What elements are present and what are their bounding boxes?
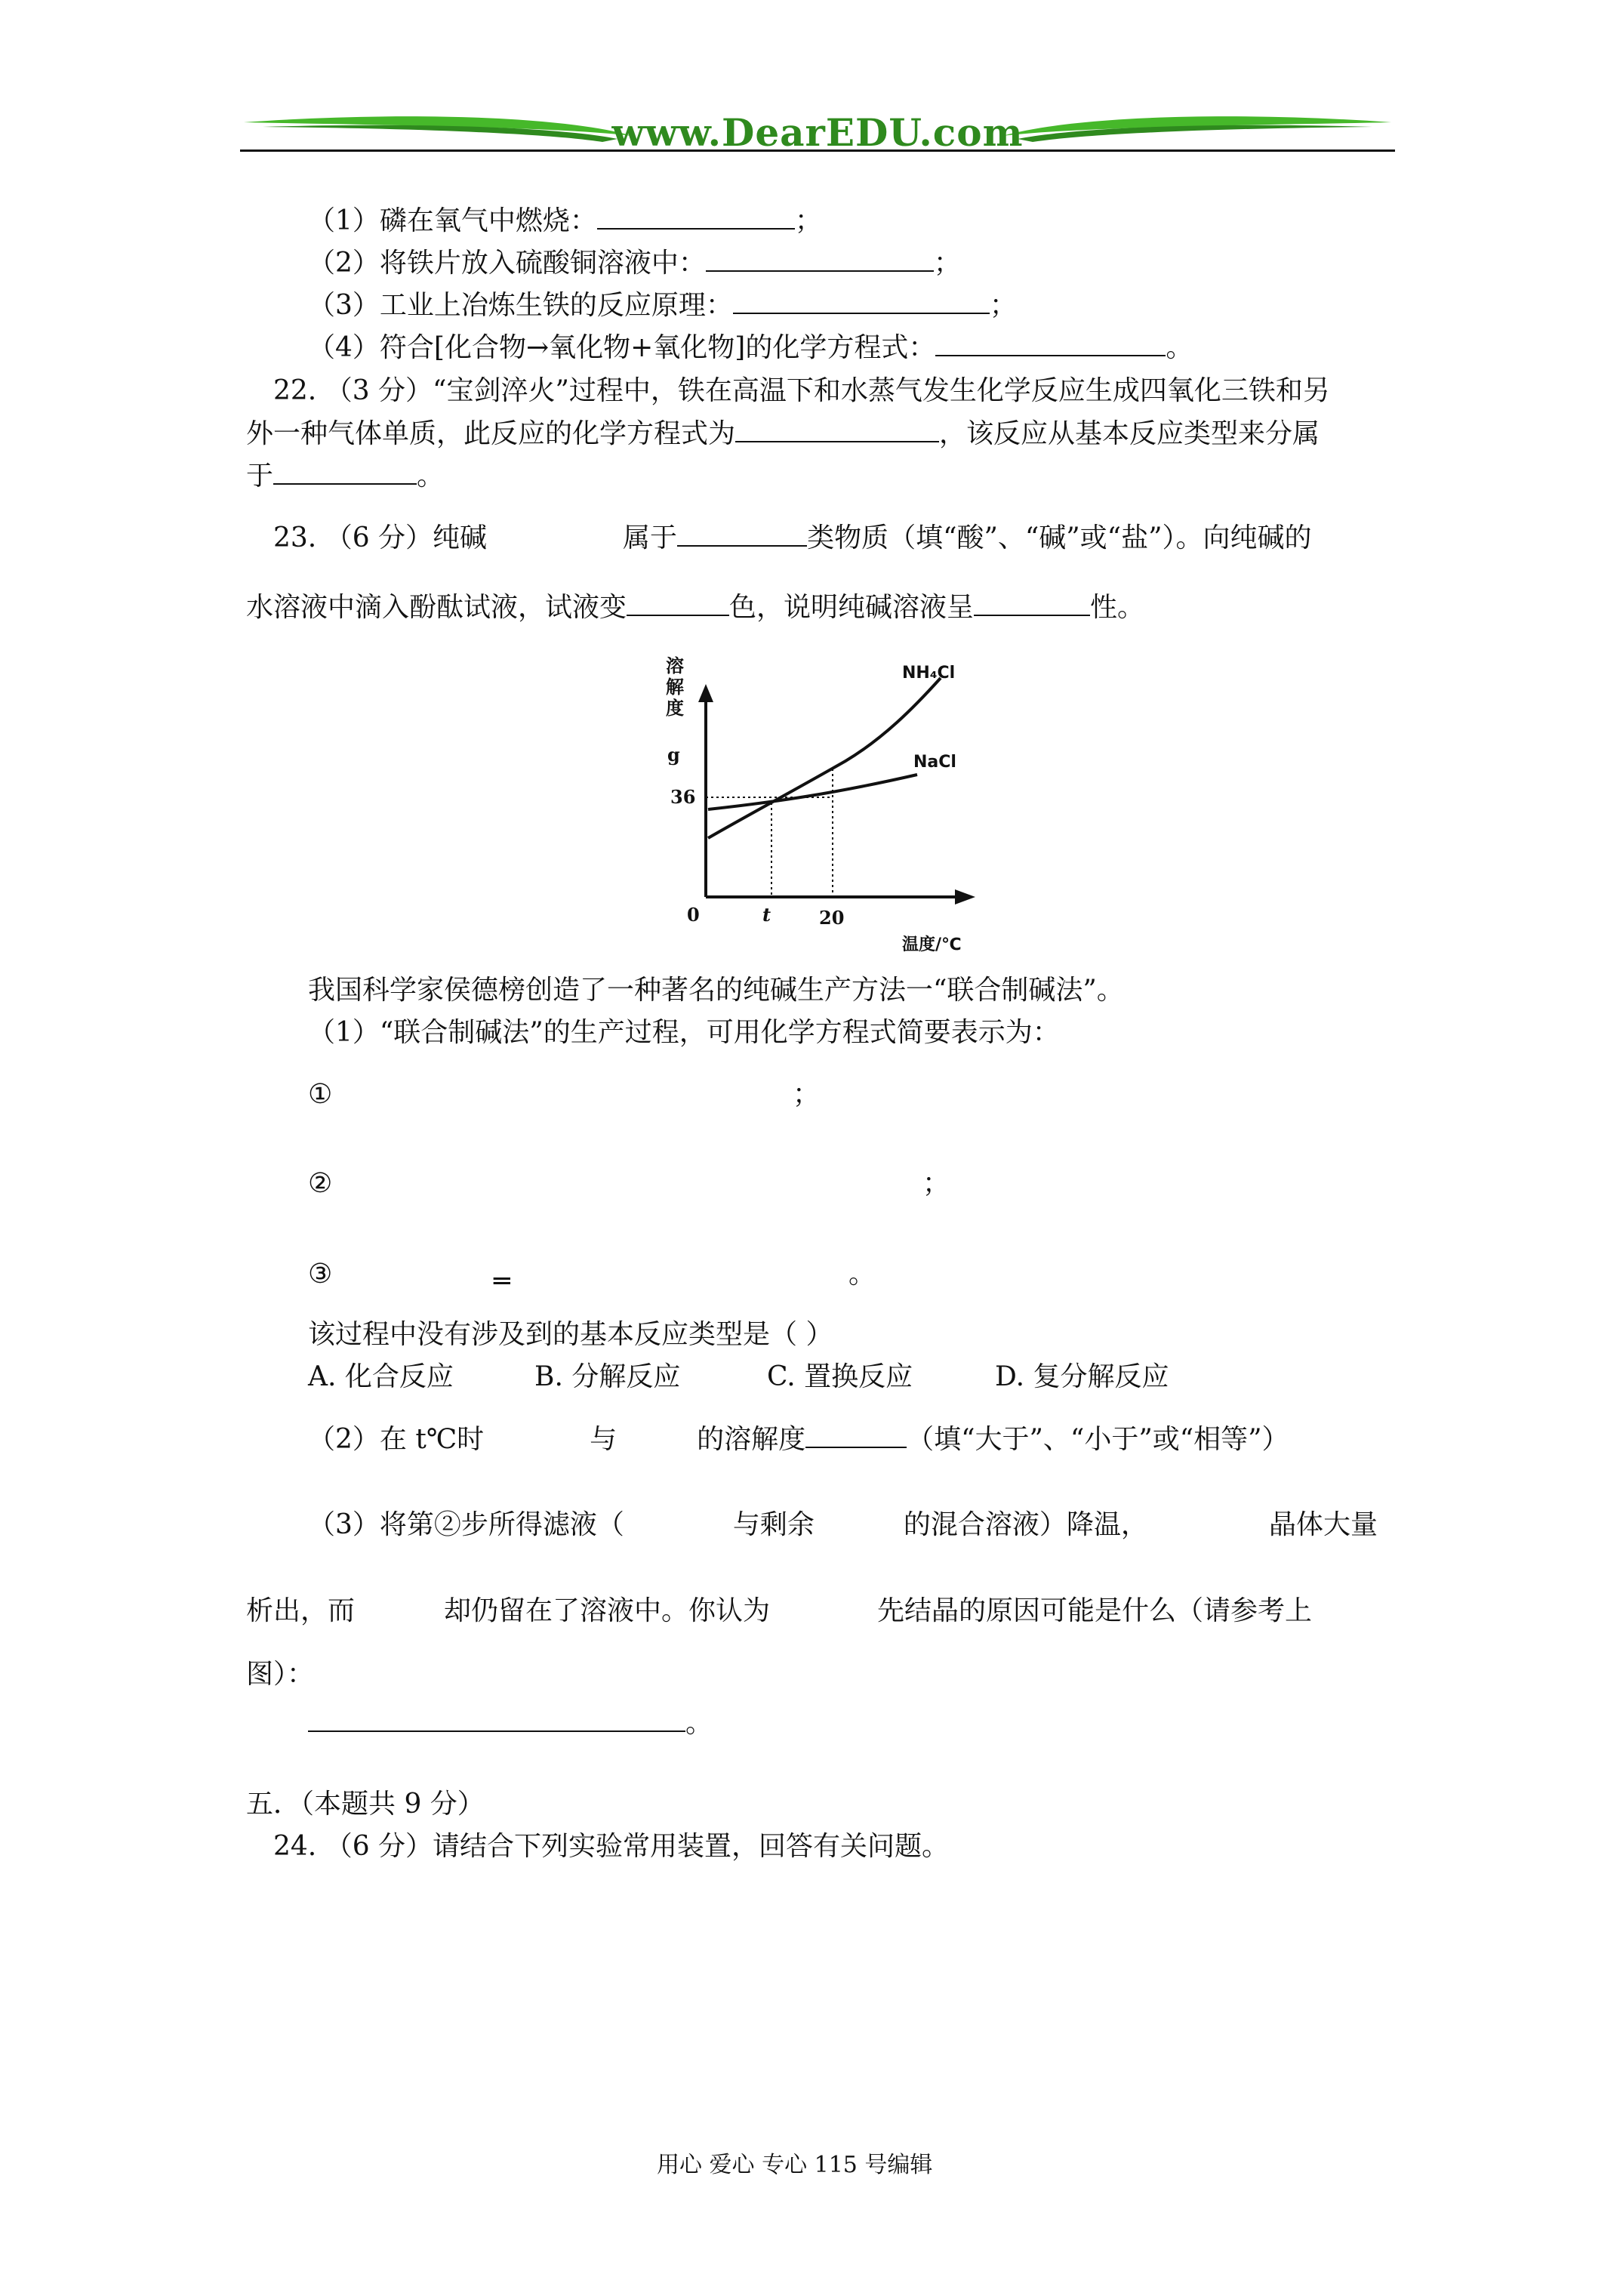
- answer-blank[interactable]: [308, 1706, 685, 1732]
- option-a[interactable]: A. 化合反应: [308, 1361, 454, 1392]
- hou-intro: 我国科学家侯德榜创造了一种著名的纯碱生产方法一“联合制碱法”。: [308, 975, 1124, 1006]
- x-tick: t: [762, 904, 771, 926]
- series-nh4cl-curve: [708, 678, 941, 838]
- step-2-label: ②: [308, 1168, 333, 1199]
- reaction-type-question: 该过程中没有涉及到的基本反应类型是（ ）: [308, 1319, 833, 1350]
- answer-blank[interactable]: [677, 521, 807, 547]
- q23-part-3-line-1: （3）将第②步所得滤液（ 与剩余 的混合溶液）降温， 晶体大量: [308, 1509, 1378, 1540]
- step-3-end: 。: [848, 1259, 876, 1290]
- q23-line-1: 23. （6 分）纯碱 属于 类物质（填“酸”、“碱”或“盐”）。向纯碱的: [273, 522, 1312, 553]
- q22-line-3: 于 。: [246, 461, 445, 492]
- q21-line-3: （3）工业上冶炼生铁的反应原理： ；: [308, 290, 1017, 321]
- y-axis-arrow: [698, 684, 713, 702]
- site-name[interactable]: www.DearEDU.com: [611, 110, 1024, 155]
- y-tick-36: 36: [670, 786, 696, 808]
- option-c[interactable]: C. 置换反应: [767, 1361, 913, 1392]
- answer-blank[interactable]: [735, 417, 939, 442]
- q23-part-3-line-2: 析出，而 却仍留在了溶液中。你认为 先结晶的原因可能是什么（请参考上: [246, 1595, 1313, 1626]
- q23-part-2: （2）在 t℃时 与 的溶解度 （填“大于”、“小于”或“相等”）: [308, 1424, 1289, 1455]
- answer-blank[interactable]: [706, 246, 934, 272]
- page-footer: 用心 爱心 专心 115 号编辑: [657, 2152, 933, 2178]
- q22-line-1: 22. （3 分）“宝剑淬火”过程中，铁在高温下和水蒸气发生化学反应生成四氧化三铁和另: [273, 375, 1330, 406]
- q23-part-3-answer: 。: [308, 1706, 713, 1740]
- step-1-label: ①: [308, 1079, 333, 1110]
- x-axis-arrow: [955, 889, 975, 905]
- hou-part-1: （1）“联合制碱法”的生产过程，可用化学方程式简要表示为：: [308, 1017, 1060, 1048]
- header-rule: [240, 149, 1395, 152]
- ylabel-char: 度: [666, 697, 684, 719]
- series-label-nh4cl: NH₄Cl: [902, 664, 956, 683]
- answer-blank[interactable]: [627, 590, 729, 616]
- x-axis-label: 温度/℃: [902, 935, 962, 954]
- q23-line-2: 水溶液中滴入酚酞试液，试液变 色，说明纯碱溶液呈 性。: [246, 592, 1145, 623]
- step-1-end: ；: [793, 1079, 821, 1110]
- option-b[interactable]: B. 分解反应: [534, 1361, 681, 1392]
- x-tick: 20: [819, 907, 845, 929]
- q21-line-4: （4）符合[化合物→氧化物+氧化物]的化学方程式： 。: [308, 332, 1193, 363]
- q23-part-3-line-3: 图）：: [246, 1659, 315, 1690]
- answer-blank[interactable]: [805, 1422, 907, 1448]
- option-d[interactable]: D. 复分解反应: [995, 1361, 1169, 1392]
- step-2-end: ；: [922, 1168, 950, 1199]
- ylabel-char: 解: [666, 676, 684, 698]
- section-5-title: 五．（本题共 9 分）: [246, 1789, 485, 1820]
- answer-blank[interactable]: [733, 288, 990, 314]
- q21-line-1: （1）磷在氧气中燃烧： ；: [308, 205, 822, 236]
- solubility-chart: [649, 648, 1004, 957]
- q22-line-2: 外一种气体单质，此反应的化学方程式为 ，该反应从基本反应类型来分属: [246, 418, 1320, 449]
- step-3-label: ③: [308, 1259, 333, 1290]
- answer-blank[interactable]: [597, 204, 795, 230]
- q24-stem: 24. （6 分）请结合下列实验常用装置，回答有关问题。: [273, 1831, 950, 1862]
- chart-series: [708, 678, 941, 838]
- q21-line-2: （2）将铁片放入硫酸铜溶液中： ；: [308, 248, 961, 279]
- answer-blank[interactable]: [273, 459, 417, 485]
- series-label-nacl: NaCl: [913, 753, 956, 772]
- answer-blank[interactable]: [974, 590, 1090, 616]
- x-tick: 0: [687, 904, 700, 926]
- ylabel-char: 溶: [666, 655, 684, 676]
- answer-blank[interactable]: [935, 331, 1166, 356]
- ylabel-unit: g: [667, 744, 680, 766]
- chart-axes: [698, 684, 975, 905]
- step-3-equals: ═: [494, 1266, 510, 1297]
